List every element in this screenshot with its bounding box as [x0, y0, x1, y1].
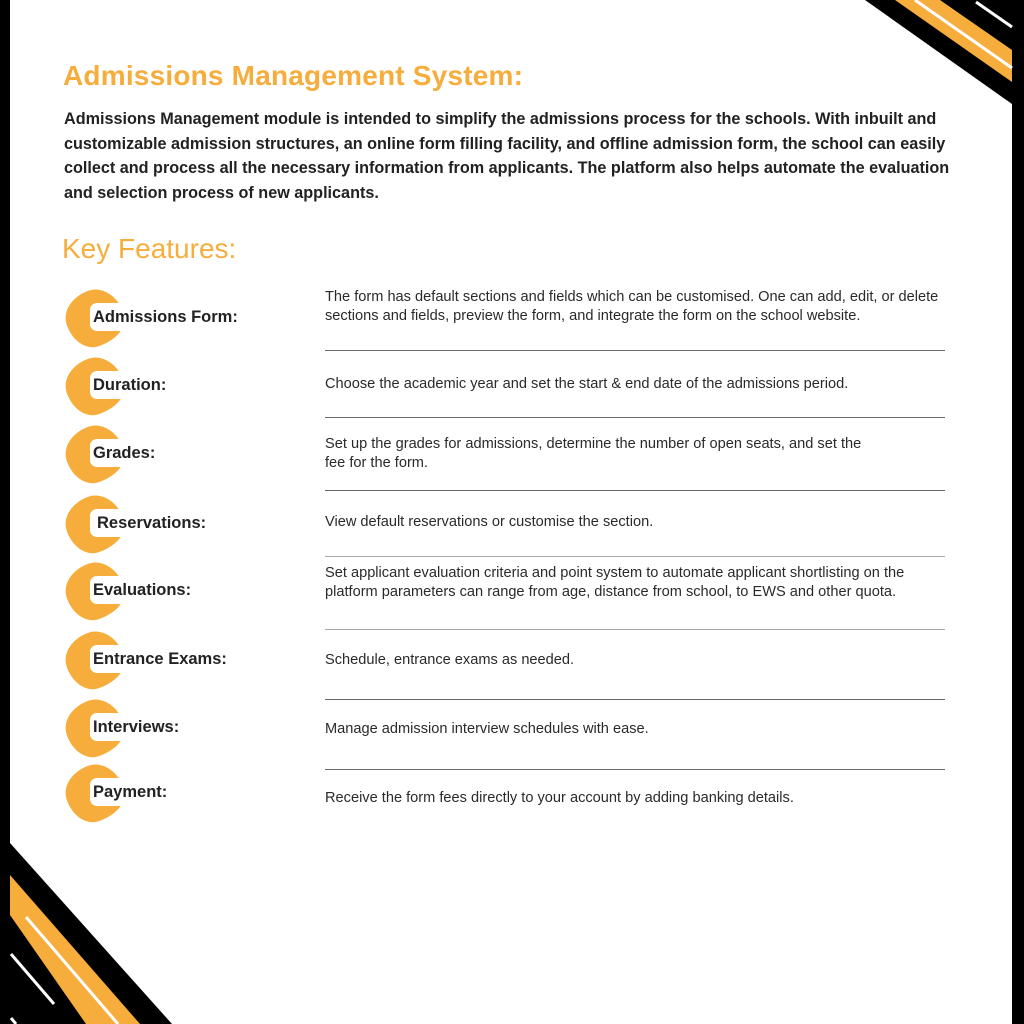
- feature-label-payment: [66, 765, 286, 821]
- feature-description-admissions-form: The form has default sections and fields which can be customised. One can add, edit, or delete sections and fields, preview the form, and integrate the form on the school website.: [325, 289, 939, 324]
- feature-label-reservations: [66, 496, 286, 552]
- feature-description-duration: Choose the academic year and set the start & end date of the admissions period.: [325, 376, 849, 392]
- feature-label-evaluations: [66, 563, 286, 619]
- key-features-heading: Key Features:: [62, 233, 237, 264]
- feature-label-admissions-form: [66, 290, 286, 346]
- feature-label-text: Evaluations:: [90, 576, 201, 604]
- divider: [325, 490, 945, 491]
- feature-description-evaluations: Set applicant evaluation criteria and point system to automate applicant shortlisting on the platform parameters can range from age, distance from school, to EWS and other quota.: [325, 565, 905, 600]
- divider: [325, 769, 945, 770]
- feature-description-interviews: Manage admission interview schedules with ease.: [325, 721, 649, 737]
- feature-description-entrance-exams: Schedule, entrance exams as needed.: [325, 652, 575, 668]
- page-title: Admissions Management System:: [63, 60, 524, 91]
- divider: [325, 699, 945, 700]
- divider: [325, 350, 945, 351]
- feature-label-text: Reservations:: [90, 509, 216, 537]
- feature-description-payment: Receive the form fees directly to your account by adding banking details.: [325, 790, 794, 806]
- feature-label-grades: [66, 426, 286, 482]
- feature-label-interviews: [66, 700, 286, 756]
- feature-label-text: Grades:: [90, 439, 165, 467]
- top-right-stripes: [865, 0, 1024, 104]
- divider: [325, 417, 945, 418]
- feature-label-text: Entrance Exams:: [90, 645, 237, 673]
- feature-label-text: Interviews:: [90, 713, 189, 741]
- divider: [325, 556, 945, 557]
- feature-label-entrance-exams: [66, 632, 286, 688]
- right-frame-strip: [1012, 100, 1024, 1024]
- feature-description-reservations: View default reservations or customise the section.: [325, 514, 654, 530]
- feature-label-duration: [66, 358, 286, 414]
- feature-label-text: Duration:: [90, 371, 176, 399]
- bottom-left-stripes: [10, 843, 172, 1024]
- left-frame-strip: [0, 0, 10, 1024]
- feature-description-grades: Set up the grades for admissions, determine the number of open seats, and set the fee for the form.: [325, 436, 862, 471]
- feature-label-text: Admissions Form:: [90, 303, 248, 331]
- feature-label-text: Payment:: [90, 778, 177, 806]
- intro-paragraph: Admissions Management module is intended to simplify the admissions process for the schools. With inbuilt and customizable admission structures, an online form filling facility, and offline admission form, the school can easily collect and process all the necessary information from applicants. The platform also helps automate the evaluation and selection process of new applicants.: [64, 110, 950, 202]
- divider: [325, 629, 945, 630]
